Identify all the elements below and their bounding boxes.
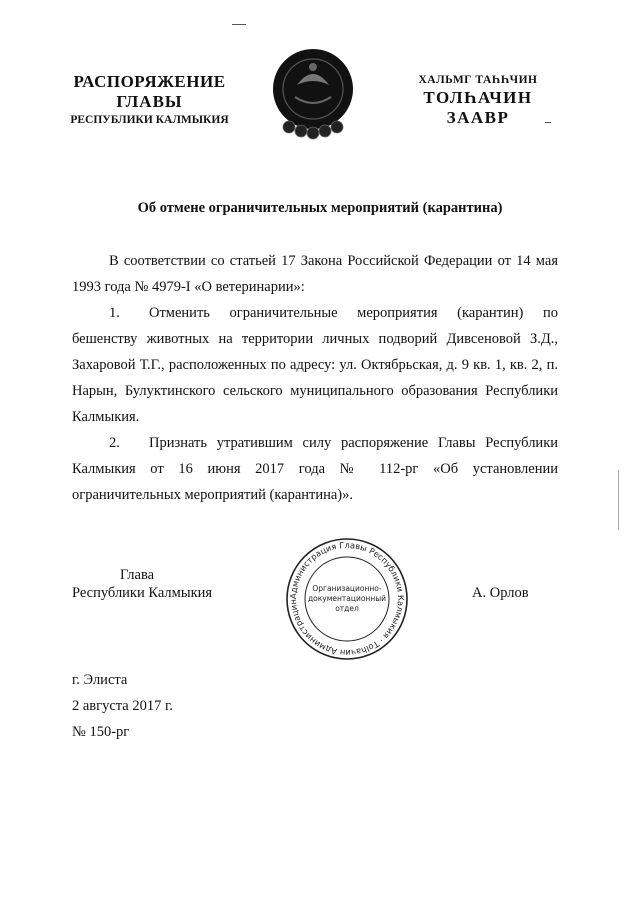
item-1-number: 1. xyxy=(109,305,120,321)
item-1 xyxy=(72,300,558,430)
signature-position xyxy=(72,566,212,602)
stamp-inner-line3: отдел xyxy=(335,604,359,613)
signatory-name: А. Орлов xyxy=(472,585,529,601)
document-title: Об отмене ограничительных мероприятий (карантина) xyxy=(137,200,503,216)
emblem-icon xyxy=(267,45,359,141)
header-right-line2: ТОЛҺАЧИН xyxy=(423,88,533,107)
scan-speck xyxy=(232,24,246,25)
document-footer xyxy=(72,667,173,745)
footer-city: г. Элиста xyxy=(72,672,128,688)
item-2-text: Признать утратившим силу распоряжение Главы Республики Калмыкия от 16 июня 2017 года № 112-рг «Об установлении ограничительных мероприятий (карантина)». xyxy=(72,435,558,503)
header-left-line1: РАСПОРЯЖЕНИЕ xyxy=(73,72,226,91)
official-stamp xyxy=(284,536,410,662)
scan-speck xyxy=(618,470,619,530)
header-left xyxy=(52,72,247,128)
header-right xyxy=(398,72,558,128)
footer-date: 2 августа 2017 г. xyxy=(72,698,173,714)
document-body xyxy=(72,248,558,508)
item-2 xyxy=(72,430,558,508)
header-left-line2: ГЛАВЫ xyxy=(116,92,183,111)
stamp-outer-text: Администрация Главы Республики Калмыкия · Тоlhачин Администрацин xyxy=(287,539,407,659)
header-right-line3: ЗААВР xyxy=(446,108,510,127)
header-left-line3: РЕСПУБЛИКИ КАЛМЫКИЯ xyxy=(70,114,229,126)
scan-speck xyxy=(545,122,551,123)
signature-position-line2: Республики Калмыкия xyxy=(72,585,213,601)
footer-number: № 150-рг xyxy=(72,724,130,740)
stamp-inner-line1: Организационно- xyxy=(312,584,382,593)
header-right-line1: ХАЛЬМГ ТАҺҺЧИН xyxy=(418,74,538,86)
signature-position-line1: Глава xyxy=(120,567,155,583)
item-2-number: 2. xyxy=(109,435,120,451)
stamp-inner-line2: документационный xyxy=(307,594,387,603)
preamble: В соответствии со статьей 17 Закона Российской Федерации от 14 мая 1993 года № 4979-I «О ветеринарии»: xyxy=(72,253,558,295)
item-1-text: Отменить ограничительные мероприятия (карантин) по бешенству животных на территории личных подворий Дивсеновой З.Д., Захаровой Т.Г., расположенных по адресу: ул. Октябрьская, д. 9 кв. 1, кв. 2, п. Нарын, Булуктинского сельского муниципального образования Республики Калмыкия. xyxy=(72,305,558,425)
